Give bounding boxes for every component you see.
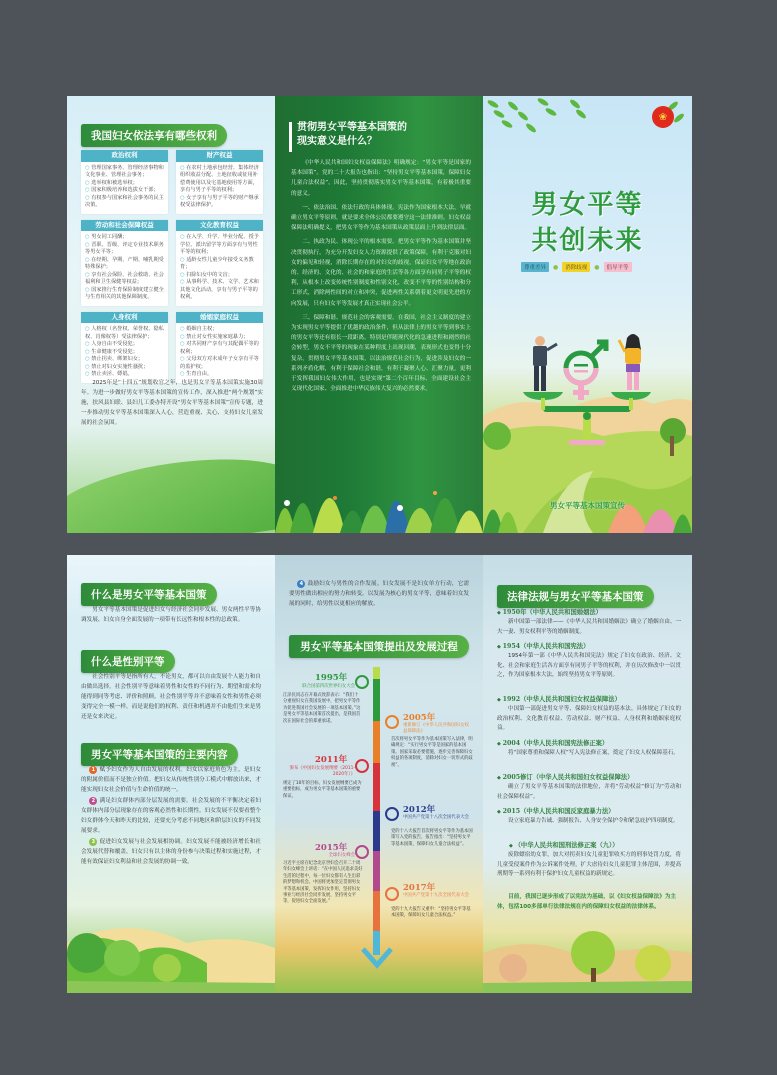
timeline-arrow-icon <box>361 947 393 969</box>
meaning-title-line2: 现实意义是什么？ <box>297 136 377 147</box>
timeline-pin-icon <box>385 887 399 901</box>
rights-item: ○ 国家积极培养和选拔女干部； <box>85 187 164 195</box>
section-text-gender-equality: 社会性别平等是指所有人，不论男女，都可以自由发展个人能力和自由做出选择。社会性别平等意味着男性和女性的不同行为、期望和需求均能得到同等考虑、评价和照顾。社会性别平等并不意味着女性和男性必须变得完全一模一样，而是说他们的权利、责任和机遇并不由他们生来是男还是女来决定。 <box>81 674 261 720</box>
landscape-illustration <box>483 923 692 993</box>
timeline-segment <box>373 721 380 763</box>
section-title-gender-equality: 什么是性别平等 <box>81 650 175 673</box>
rights-item: ○ 女子享有与男子平等的财产继承权受法律保护。 <box>180 195 259 210</box>
event-name: 中国共产党第十九次全国代表大会 <box>403 893 469 898</box>
rights-item: ○ 禁止卖淫、嫖娼。 <box>85 371 164 379</box>
law-heading: ◆ 2004（中华人民共和国宪法修正案） <box>497 738 608 747</box>
meaning-paragraph: 《中华人民共和国妇女权益保障法》明确规定：“男女平等是国家的基本国策”。党的二十大报告也指出：“坚持男女平等基本国策，保障妇女儿童合法权益”。因此，坚持贯彻落实男女平等基本国策，有着极其重要的意义。 <box>291 160 471 197</box>
event-name: 颁布《中国妇女发展纲要（2011-2020年）》 <box>289 766 355 777</box>
meaning-paragraph: 二、执政为民、体现公平的根本需要。把男女平等作为基本国策并坚决贯彻执行，为充分开发妇女人力资源提供了政策保障，有利于克服对妇女的偏见和轻视，消除长期存在的对妇女的歧视，保证妇女平等地在政治的、经济的、文化的、社会的和家庭的生活等各方面享有同男子平等的权利，从根本上改变传统性别制度和性别文化，改变不平等的性别结构和分工形式，消除两性间的对立和冲突，促进两性关系朝着更文明更先进的方向发展，只有妇女平等发展才真正实现社会公平。 <box>291 239 471 307</box>
section-title-policy: 什么是男女平等基本国策 <box>81 583 217 606</box>
number-badge-icon: 2 <box>89 797 97 805</box>
rights-item: ○ 选举权和被选举权； <box>85 180 164 188</box>
laws-panel <box>483 555 692 993</box>
event-text: 习近平主席在纪念北京世妇会召开二十周年妇女峰会上讲话：“在中国人民追求美好生活的过程中，每一位妇女都有人生出彩的梦想和机会。中国将更加坚定贯彻男女平等基本国策，发挥妇女作用，坚持妇女事业与经济社会同步发展，坚持男女平等，促进妇女全面发展。” <box>283 861 363 905</box>
timeline-segment <box>373 679 380 721</box>
cover-footer-caption: 男女平等基本国策宣传 <box>550 501 625 510</box>
timeline-pin-icon <box>355 759 369 773</box>
main-content-points <box>81 765 261 868</box>
cover-title-line1: 男女平等 <box>531 190 644 220</box>
rights-item: ○ 对共同财产享有与其配偶平等的权利； <box>180 341 259 356</box>
timeline-panel <box>275 555 483 993</box>
event-text: 江泽民同志在开幕式致辞表示：“我们十分重视妇女在我国发展中，把男女平等作为促进我国社会发展的一项基本国策。”这是男女平等基本国策首次提出，是我国首次在国际社会的郑重承诺。 <box>283 693 361 724</box>
tag-advocate-equality: 倡导平等 <box>604 262 632 272</box>
rights-item: ○ 从事科学、技术、文学、艺术和其他文化活动，享有与男子平等的权利。 <box>180 279 259 302</box>
rights-item: ○ 禁止拐卖、绑架妇女； <box>85 356 164 364</box>
rights-item: ○ 人格权（名誉权、荣誉权、隐私权、肖像权等）受法律保护； <box>85 326 164 341</box>
rights-box-political <box>81 150 168 214</box>
event-text: 党的十八大报告首次将男女平等作为基本国策写入党的报告，报告指出：“坚持男女平等基本国策，保障妇女儿童合法权益”。 <box>391 829 473 847</box>
section-title-main-content: 男女平等基本国策的主要内容 <box>81 743 238 766</box>
rights-item: ○ 禁止对女性实施家庭暴力； <box>180 334 259 342</box>
point-item <box>289 579 469 610</box>
event-name: 全球妇女峰会 <box>328 853 355 858</box>
rights-item: ○ 人身自由不受侵犯； <box>85 341 164 349</box>
women-federation-logo-icon: ❀ <box>652 106 674 128</box>
rights-item: ○ 父母双方对未成年子女享有平等的监护权； <box>180 356 259 371</box>
law-heading: ◆ 2015（中华人民共和国反家庭暴力法） <box>497 806 615 815</box>
timeline-title: 男女平等基本国策提出及发展过程 <box>289 635 469 658</box>
landscape-illustration <box>67 903 275 993</box>
rights-item: ○ 有权参与国家和社会事务的民主决策。 <box>85 195 164 210</box>
rights-box-personal <box>81 312 168 383</box>
rights-item: ○ 婚姻自主权； <box>180 326 259 334</box>
rights-item: ○ 在入学、升学、毕业分配、授予学位、派出留学等方面享有与男性平等的权利； <box>180 234 259 257</box>
timeline-segment <box>373 891 380 931</box>
event-year: 2011年 <box>315 755 348 765</box>
rights-box-property <box>176 150 263 214</box>
event-name: 重新修订《中华人民共和国妇女权益保障法》 <box>403 723 469 734</box>
rights-item: ○ 扫除妇女中的文盲； <box>180 272 259 280</box>
rights-item: ○ 国家推行生育保险制度建立健全与生育相关的其他保障制度。 <box>85 287 164 302</box>
law-heading: ◆ 2005修订（中华人民共和国妇女权益保障法） <box>497 772 633 781</box>
event-year: 1995年 <box>315 673 348 683</box>
green-hill-decoration <box>67 445 275 533</box>
timeline-segment <box>373 763 380 811</box>
event-year: 2012年 <box>403 805 436 815</box>
rights-box-marriage <box>176 312 263 383</box>
timeline-pin-icon <box>355 675 369 689</box>
rights-box-education <box>176 220 263 306</box>
law-heading: ◆ （中华人民共和国刑法修正案（九）） <box>509 840 619 849</box>
event-year: 2017年 <box>403 883 436 893</box>
tag-respect-difference: 尊重差异 <box>521 262 549 272</box>
event-year: 2005年 <box>403 713 436 723</box>
cover-panel <box>483 96 692 533</box>
rights-item: ○ 禁止对妇女实施性骚扰； <box>85 364 164 372</box>
rights-grid <box>81 150 263 383</box>
rights-item: ○ 男女同工同酬； <box>85 234 164 242</box>
event-text: 党的十九大报告又重申：“坚持男女平等基本国策，保障妇女儿童合法权益。” <box>391 907 471 919</box>
meaning-body <box>291 158 471 398</box>
plants-illustration <box>275 463 483 533</box>
rights-item: ○ 享有社会保险、社会救助、社会福利和卫生保健等权益； <box>85 272 164 287</box>
rights-title: 我国妇女依法享有哪些权利 <box>81 124 227 147</box>
gender-equality-scale-illustration <box>483 286 692 533</box>
point-item <box>81 765 261 795</box>
event-text: 规定了10年的目标，妇女发展纲要已成为重要指标，成为男女平等基本国策的重要保证。 <box>283 781 362 799</box>
timeline-pin-icon <box>355 845 369 859</box>
timeline-segment <box>373 851 380 891</box>
timeline-pin-icon <box>385 715 399 729</box>
rights-panel <box>67 96 275 533</box>
law-text: 废除嫖宿幼女罪，加大对拐卖妇女儿童犯罪收买方的刑事处罚力度，将儿童受侵案件作为公诉案件处理，扩大虐待妇女儿童犯罪主体范围，并提高刑期等一系列有利于保护妇女儿童权益的新规定。 <box>497 852 681 877</box>
rights-box-heading: 劳动和社会保障权益 <box>81 220 168 232</box>
event-year: 2015年 <box>315 843 348 853</box>
timeline-pin-icon <box>385 807 399 821</box>
rights-box-heading: 政治权利 <box>81 150 168 162</box>
intro-paragraph: 2025年是“十四五”规划收官之年，也是男女平等基本国策实施30周年。为进一步做好男女平等基本国策的宣传工作，深入推进“两个规划”实施，扶风县妇联、县妇儿工委办特开设“男女平等基本国策”宣传专题，进一步推动男女平等基本国策深入人心，营造重视、关心、支持妇女儿童发展的社会氛围。 <box>81 380 263 426</box>
law-text: 1954年第一部《中华人民共和国宪法》规定了妇女在政治、经济、文化、社会和家庭生活各方面享有同男子平等的权利，并在历次修改中一以贯之，作为国家根本大法，始终坚持男女平等原则。 <box>497 653 681 678</box>
rights-box-heading: 文化教育权益 <box>176 220 263 232</box>
event-text: 首次将男女平等作为基本国策写入法律，明确规定：“实行男女平等是国家的基本国策。国家采取必要措施，逐步完善保障妇女权益的各项制度，消除对妇女一切形式的歧视”。 <box>391 737 473 768</box>
tag-separator: ● <box>594 263 600 271</box>
definitions-panel <box>67 555 275 993</box>
tag-eliminate-discrimination: 消除歧视 <box>562 262 590 272</box>
rights-item: ○ 生育自由。 <box>180 371 259 379</box>
laws-title: 法律法规与男女平等基本国策 <box>497 585 654 608</box>
laws-conclusion: 目前，我国已逐步形成了以宪法为基础，以《妇女权益保障法》为主体，包括100多部单行法律法规在内的保障妇女权益的法律体系。 <box>497 894 677 910</box>
number-badge-icon: 3 <box>89 838 97 846</box>
point-item <box>81 837 261 867</box>
rights-item: ○ 晋职、晋级、评定专业技术职务等男女平等； <box>85 242 164 257</box>
rights-box-heading: 婚姻家庭权益 <box>176 312 263 324</box>
section-text-policy: 男女平等基本国策是促进妇女与经济社会同步发展、男女两性平等协调发展、妇女自身全面发展的一项带有长远性和根本性的总政策。 <box>81 607 261 623</box>
meaning-paragraph: 三、保障和谐、规范社会的客观需要。在我国，社会主义制度的建立为实现男女平等提供了优越的政治条件，但从法律上的男女平等到事实上的男女平等还有很长一段距离，特别是伴随现代化的急速进程和剧烈的社会转型，男女不平等的现象在某种程度上出现回潮，表现形式也变得十分复杂。贯彻男女平等基本国策，以法治规范社会行为，促进涉及妇女的一系列矛盾化解，有利于保障社会和谐，有利于凝聚人心、汇聚力量，更利于发挥我国妇女伟大作用，也是实现“第二个百年目标、全面建设社会主义现代化国家、全面推进中华民族伟大复兴的必然要求。 <box>291 314 471 393</box>
rights-box-heading: 人身权利 <box>81 312 168 324</box>
point-text: 鼓励妇女与男性的合作发展。妇女发展不是妇女单方行动，它需要男性做出相应的努力和转变。以发展为核心的男女平等，意味着妇女发展的同时，给男性以更相应的解放。 <box>289 581 469 607</box>
event-name: 联合国第四次世界妇女大会 <box>302 684 355 689</box>
number-badge-icon: 4 <box>297 580 305 588</box>
meaning-panel <box>275 96 483 533</box>
cover-title-line2: 共创未来 <box>531 226 644 256</box>
law-text: 将“国家尊重和保障人权”写入宪法修正案，奠定了妇女人权保障基石。 <box>508 750 679 756</box>
rights-item: ○ 在农村土地承包经营、集体经济组织收益分配、土地征收或征用补偿费使用以及宅基地使用等方面，享有与男子平等的权利； <box>180 165 259 195</box>
timeline-segment <box>373 811 380 851</box>
title-accent-bar <box>289 122 292 152</box>
event-name: 中国共产党第十八次全国代表大会 <box>403 815 469 820</box>
timeline-segment <box>373 667 380 679</box>
number-badge-icon: 1 <box>89 766 97 774</box>
rights-item: ○ 管理国家事务、管理经济事物和文化事业、管理社会事务； <box>85 165 164 180</box>
tag-separator: ● <box>553 263 559 271</box>
cover-tags <box>521 262 632 272</box>
meaning-title-line1: 贯彻男女平等基本国策的 <box>297 122 407 133</box>
rights-box-heading: 财产权益 <box>176 150 263 162</box>
point-item <box>81 796 261 836</box>
rights-item: ○ 适龄女性儿童少年接受义务教育； <box>180 257 259 272</box>
rights-box-labor <box>81 220 168 306</box>
law-text: 中国第一部促进男女平等、保障妇女权益的基本法。具体规定了妇女的政治权利、文化教育权益、劳动权益、财产权益、人身权利和婚姻家庭权益。 <box>497 706 681 731</box>
brochure-outer-side <box>67 96 692 533</box>
law-heading: ◆ 1992（中华人民共和国妇女权益保障法） <box>497 694 621 703</box>
law-heading: ◆ 1954（中华人民共和国宪法） <box>497 641 589 650</box>
brochure-inner-side <box>67 555 692 993</box>
point-text: 满足妇女群体内部分层发展的需要。社会发展的不平衡决定着妇女群体内部分层现象存在的客观必然性和长期性。妇女发展不仅要看整个妇女群体今天和昨天的比较，还要充分考虑不同地区和阶层妇女的不同发展要求。 <box>81 798 261 834</box>
meaning-paragraph: 一、依法治国、依法行政的具体体现。宪法作为国家根本大法，早就确立男女平等原则，就是要求全体公民都要遵守这一法律准则。妇女权益保障法明确提义，把男女平等作为基本国策从政策层面上升到法律层面。 <box>291 204 471 232</box>
law-text: 设立家庭暴力告诫、强制报告、人身安全保护令和紧急庇护四项制度。 <box>508 818 679 824</box>
law-heading: ◆ 1950年（中华人民共和国婚姻法） <box>497 607 602 616</box>
meaning-title <box>297 121 477 149</box>
law-text: 确立了男女平等基本国策的法律地位，并将“劳动权益”修订为“劳动和社会保障权益”。 <box>497 784 681 800</box>
point-text: 促进妇女发展与社会发展相协调。妇女发展不能被经济增长和社会发展代替和覆盖，妇女只有以主体的身份参与决策过程和实施过程，才能有效保证妇女利益和社会发展的协调一致。 <box>81 839 261 865</box>
rights-item: ○ 在经期、孕期、产期、哺乳期受特殊保护； <box>85 257 164 272</box>
law-text: 新中国第一部法律——《中华人民共和国婚姻法》确立了婚姻自由、一夫一妻、男女权利平等的婚姻制度。 <box>497 619 681 635</box>
rights-item: ○ 生命健康不受侵犯； <box>85 349 164 357</box>
point-text: 赋予妇女作为人自由发展的权利。妇女以家庭角色为主，是妇女的附属价值而不是独立价值。把妇女从传统性别分工模式中解放出来，才能实现妇女社会价值与生命价值的统一。 <box>81 767 261 793</box>
